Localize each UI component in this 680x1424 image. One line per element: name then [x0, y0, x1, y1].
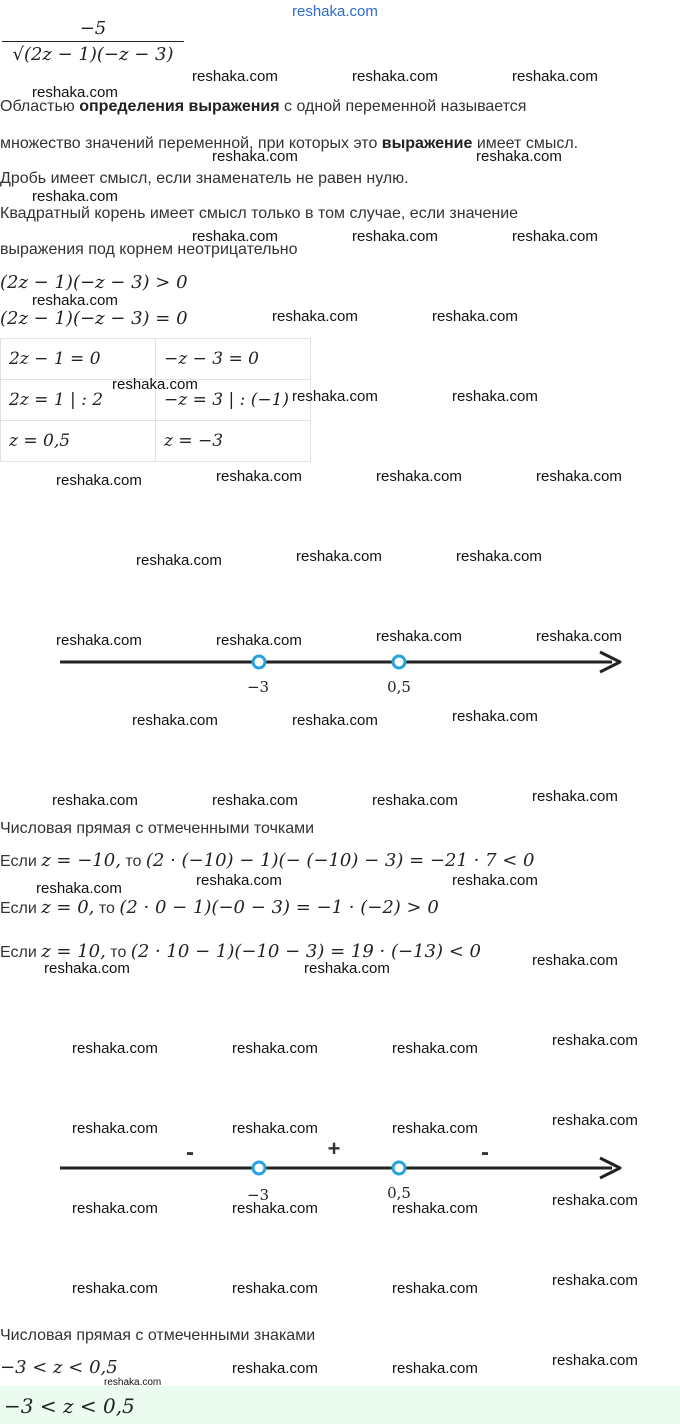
table-cell: −z = 3 | : (−1) [156, 380, 311, 421]
sign-label: - [481, 1139, 489, 1166]
watermark: reshaka.com [532, 788, 618, 805]
intro-bold-term: определения выражения [79, 98, 280, 115]
watermark: reshaka.com [112, 376, 198, 393]
watermark: reshaka.com [196, 872, 282, 889]
watermark: reshaka.com [372, 792, 458, 809]
equation: (2z − 1)(−z − 3) = 0 [0, 308, 188, 329]
watermark: reshaka.com [392, 1280, 478, 1297]
watermark: reshaka.com [552, 1192, 638, 1209]
test-expression: (2 · 10 − 1)(−10 − 3) = 19 · (−13) < 0 [130, 941, 481, 962]
watermark: reshaka.com [232, 1120, 318, 1137]
fraction-bar [2, 41, 184, 42]
intro-text: имеет смысл. [472, 135, 579, 152]
watermark: reshaka.com [72, 1120, 158, 1137]
watermark: reshaka.com [552, 1112, 638, 1129]
watermark: reshaka.com [512, 228, 598, 245]
test-prefix: то [94, 900, 120, 917]
test-variable: z = −10, [41, 850, 121, 871]
test-prefix: Если [0, 900, 42, 917]
test-prefix: то [120, 853, 146, 870]
table-row [1, 421, 311, 462]
watermark: reshaka.com [272, 308, 358, 325]
test-line [0, 897, 439, 918]
watermark: reshaka.com [52, 792, 138, 809]
test-line [0, 941, 481, 962]
watermark: reshaka.com [72, 1040, 158, 1057]
point-marker [393, 1162, 405, 1174]
watermark: reshaka.com [376, 628, 462, 645]
watermark: reshaka.com [536, 628, 622, 645]
watermark: reshaka.com [32, 292, 118, 309]
point-marker [393, 656, 405, 668]
answer-box [0, 1386, 680, 1424]
table-cell: 2z − 1 = 0 [1, 339, 156, 380]
watermark: reshaka.com [532, 952, 618, 969]
intro-line-4: Квадратный корень имеет смысл только в том случае, если значение [0, 205, 519, 222]
intro-line-5: выражения под корнем неотрицательно [0, 241, 298, 258]
watermark: reshaka.com [216, 468, 302, 485]
watermark: reshaka.com [552, 1272, 638, 1289]
watermark: reshaka.com [104, 1377, 162, 1388]
watermark: reshaka.com [72, 1200, 158, 1217]
watermark: reshaka.com [292, 712, 378, 729]
fraction-numerator: −5 [79, 18, 107, 39]
watermark: reshaka.com [212, 792, 298, 809]
watermark: reshaka.com [392, 1360, 478, 1377]
test-variable: z = 10, [41, 941, 106, 962]
watermark: reshaka.com [56, 472, 142, 489]
table-cell: 2z = 1 | : 2 [1, 380, 156, 421]
watermark: reshaka.com [212, 148, 298, 165]
watermark: reshaka.com [392, 1200, 478, 1217]
watermark: reshaka.com [56, 632, 142, 649]
fraction-denominator: √(2z − 1)(−z − 3) [12, 44, 174, 65]
point-marker [253, 656, 265, 668]
watermark: reshaka.com [72, 1280, 158, 1297]
watermark: reshaka.com [44, 960, 130, 977]
watermark: reshaka.com [192, 68, 278, 85]
intro-bold-term: выражение [381, 135, 473, 152]
watermark: reshaka.com [32, 84, 118, 101]
test-prefix: Если [0, 853, 42, 870]
site-link[interactable]: reshaka.com [292, 3, 378, 20]
solution-table [0, 338, 311, 462]
watermark: reshaka.com [452, 388, 538, 405]
test-expression: (2 · 0 − 1)(−0 − 3) = −1 · (−2) > 0 [119, 897, 439, 918]
answer-text: −3 < z < 0,5 [4, 1394, 135, 1418]
point-label: 0,5 [387, 1184, 411, 1202]
watermark: reshaka.com [456, 548, 542, 565]
table-row [1, 339, 311, 380]
test-expression: (2 · (−10) − 1)(− (−10) − 3) = −21 · 7 < 0 [145, 850, 535, 871]
watermark: reshaka.com [552, 1032, 638, 1049]
intro-text: множество значений переменной, при которых это [0, 135, 382, 152]
intro-text: с одной переменной называется [279, 98, 527, 115]
watermark: reshaka.com [352, 228, 438, 245]
watermark: reshaka.com [352, 68, 438, 85]
point-label: 0,5 [387, 678, 411, 696]
table-cell: z = 0,5 [1, 421, 156, 462]
caption-signs: Числовая прямая с отмеченными знаками [0, 1327, 316, 1344]
watermark: reshaka.com [552, 1352, 638, 1369]
solution: −3 < z < 0,5 [0, 1357, 118, 1378]
watermark: reshaka.com [232, 1360, 318, 1377]
sign-label: - [186, 1139, 194, 1166]
inequality: (2z − 1)(−z − 3) > 0 [0, 272, 188, 293]
table-cell: z = −3 [156, 421, 311, 462]
caption-points: Числовая прямая с отмеченными точками [0, 820, 315, 837]
point-label: −3 [246, 1186, 270, 1204]
watermark: reshaka.com [232, 1200, 318, 1217]
watermark: reshaka.com [476, 148, 562, 165]
watermark: reshaka.com [232, 1280, 318, 1297]
watermark: reshaka.com [536, 468, 622, 485]
watermark: reshaka.com [136, 552, 222, 569]
watermark: reshaka.com [216, 632, 302, 649]
intro-line-3: Дробь имеет смысл, если знаменатель не равен нулю. [0, 170, 409, 187]
table-cell: −z − 3 = 0 [156, 339, 311, 380]
watermark: reshaka.com [304, 960, 390, 977]
point-marker [253, 1162, 265, 1174]
test-prefix: то [105, 944, 131, 961]
watermark: reshaka.com [432, 308, 518, 325]
watermark: reshaka.com [392, 1040, 478, 1057]
test-prefix: Если [0, 944, 42, 961]
expression-fraction [2, 18, 184, 65]
watermark: reshaka.com [36, 880, 122, 897]
number-line-points [0, 640, 680, 700]
watermark: reshaka.com [296, 548, 382, 565]
point-label: −3 [246, 678, 270, 696]
watermark: reshaka.com [292, 388, 378, 405]
sign-label: + [327, 1136, 341, 1161]
watermark: reshaka.com [512, 68, 598, 85]
intro-text: Областью [0, 98, 80, 115]
watermark: reshaka.com [132, 712, 218, 729]
watermark: reshaka.com [192, 228, 278, 245]
watermark: reshaka.com [32, 188, 118, 205]
test-line [0, 850, 535, 871]
watermark: reshaka.com [452, 872, 538, 889]
watermark: reshaka.com [392, 1120, 478, 1137]
watermark: reshaka.com [232, 1040, 318, 1057]
test-variable: z = 0, [41, 897, 95, 918]
watermark: reshaka.com [376, 468, 462, 485]
watermark: reshaka.com [452, 708, 538, 725]
